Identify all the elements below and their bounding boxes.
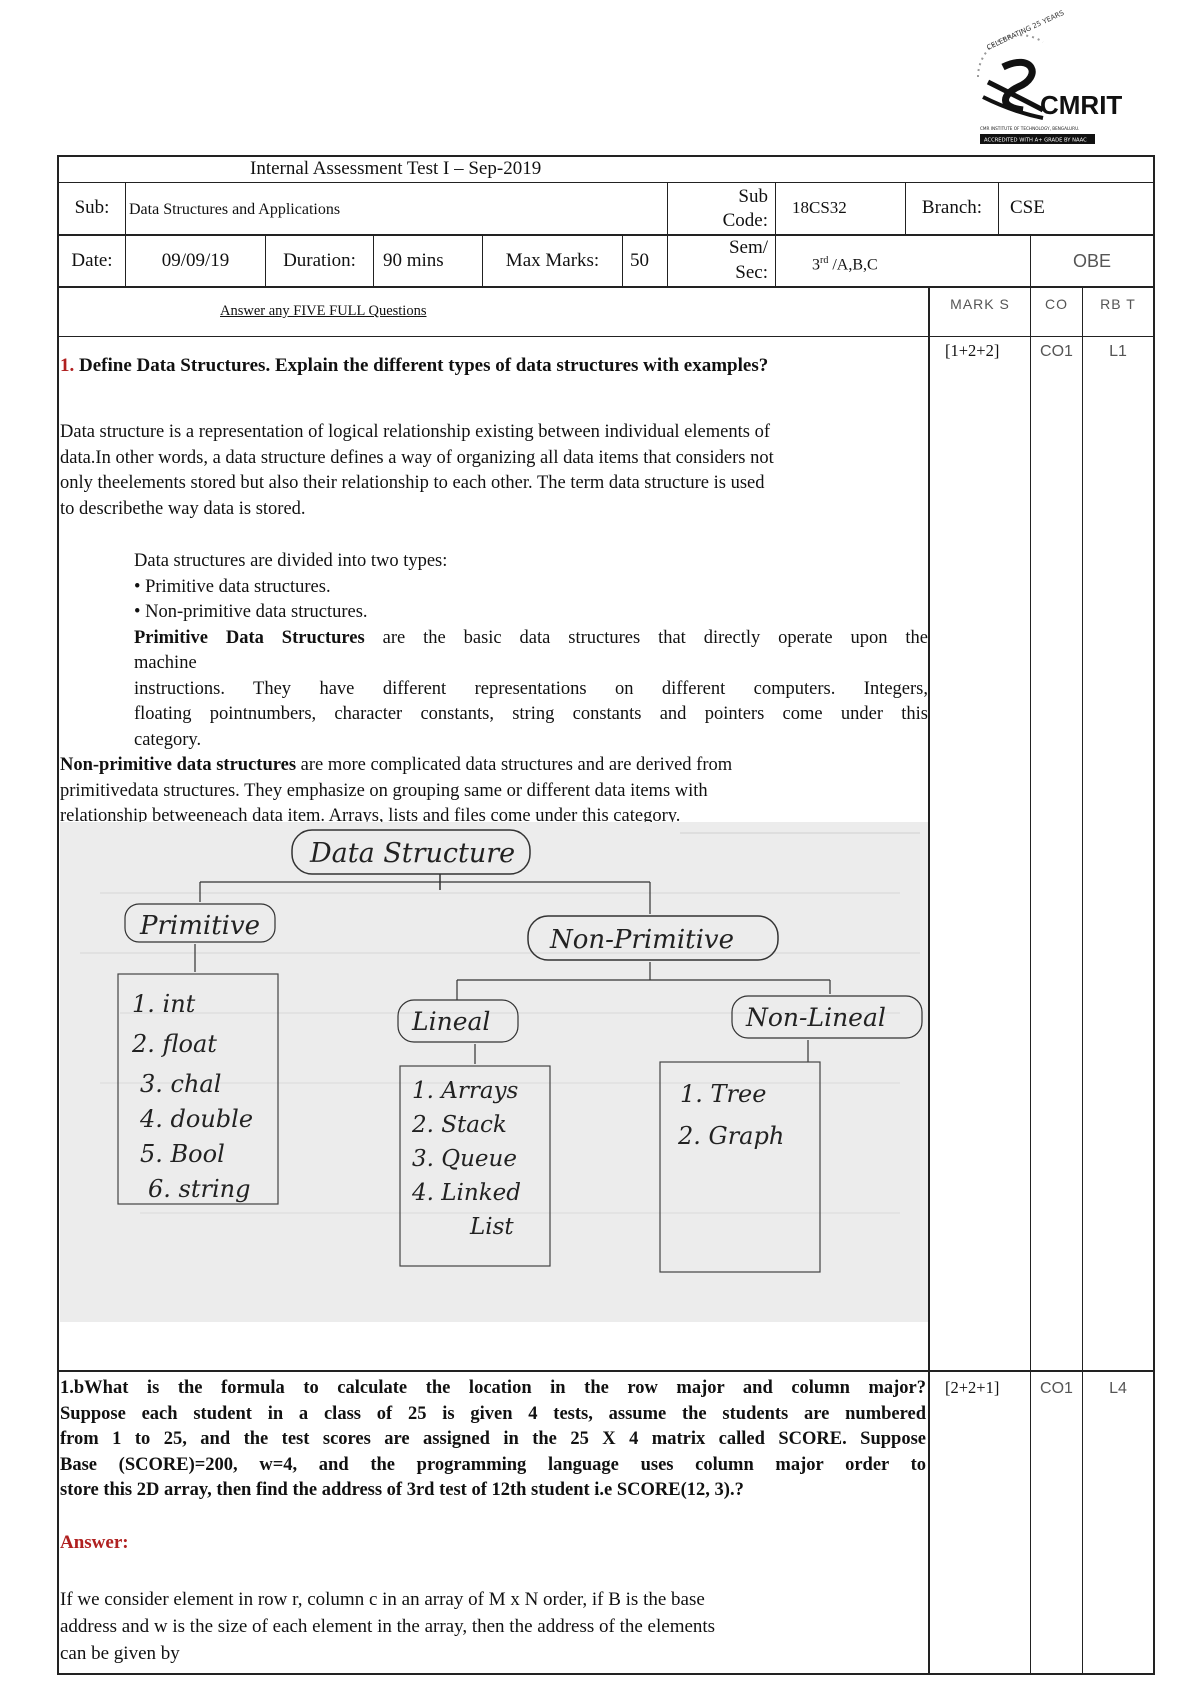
table-top-border: [57, 155, 1155, 157]
primitive-item: 5. Bool: [140, 1140, 225, 1168]
linear-item: 1. Arrays: [412, 1078, 519, 1104]
text-line: can be given by: [60, 1643, 180, 1664]
sub-code-label-2: Code:: [722, 210, 768, 231]
obe-label: OBE: [1072, 251, 1111, 271]
text-line: Data structure is a representation of logical relationship existing between individual elements of: [60, 422, 770, 442]
primitive-item: 1. int: [132, 990, 196, 1018]
sem-label-1: Sem/: [728, 237, 768, 258]
non-linear-item: 1. Tree: [680, 1080, 767, 1108]
q1-rbt: L1: [1109, 343, 1127, 360]
primitive-item: 4. double: [140, 1105, 254, 1133]
non-linear-list: [677, 1080, 784, 1150]
q1b-question: 1.bWhat is the formula to calculate the location in the row major and column major? Suppose each student in a class of 25 is given 4 tests, assume the students are numbered from 1 to 25, and the test scores are assigned in the 25 X 4 matrix called SCORE. Suppose Base (SCORE)=200, w=4, and the programming language uses column major order to store this 2D array, then find the address of 3rd test of 12th student i.e SCORE(12, 3).?: [60, 1378, 926, 1500]
table-right-border: [1153, 155, 1155, 1675]
instructions: Answer any FIVE FULL Questions: [220, 303, 427, 319]
q1-title: 1. Define Data Structures. Explain the different types of data structures with examples?: [60, 355, 769, 376]
linear-item: 3. Queue: [412, 1146, 517, 1172]
subject-name: Data Structures and Applications: [129, 201, 341, 218]
logo-arc-text: CELEBRATING 25 YEARS: [985, 8, 1066, 52]
sem-value: 3rd /A,B,C: [812, 255, 878, 274]
max-marks-label: Max Marks:: [505, 250, 600, 271]
co-col-header: CO: [1045, 296, 1068, 312]
diagram-linear: Lineal: [412, 1007, 491, 1036]
bullet-non-primitive: • Non-primitive data structures.: [134, 602, 368, 622]
text-line: only theelements stored but also their relationship to each other. The term data structure is used: [60, 473, 765, 493]
diagram-primitive: Primitive: [140, 911, 261, 941]
branch-value: CSE: [1010, 197, 1045, 218]
diagram-non-linear: Non-Lineal: [746, 1003, 886, 1032]
q1-co: CO1: [1040, 343, 1073, 360]
linear-list: [411, 1078, 521, 1240]
diagram-root: Data Structure: [310, 838, 516, 869]
sub-label: Sub:: [74, 197, 110, 218]
primitive-item: 2. float: [132, 1030, 217, 1058]
q1b-marks: [2+2+1]: [945, 1378, 1000, 1397]
linear-item: List: [470, 1214, 514, 1240]
marks-col-header: MARK S: [950, 296, 1010, 312]
diagram-non-primitive: Non-Primitive: [550, 925, 734, 955]
sem-label-2: Sec:: [735, 262, 768, 283]
q1b-answer: [60, 1586, 926, 1667]
text-line: to describethe way data is stored.: [60, 498, 306, 519]
duration-value: 90 mins: [383, 250, 444, 271]
q1-types: Data structures are divided into two types: • Primitive data structures. • Non-primitive data structures. Primitive Data Structures are the basic data structures that directly operate upon the machine instructions. They have different representations on different computers. Integers, floating pointnumbers, character constants, string constants and pointers come under this category.: [134, 551, 928, 750]
table-bottom-border: [57, 1673, 1155, 1675]
duration-label: Duration:: [283, 250, 356, 271]
types-intro: Data structures are divided into two types:: [134, 551, 448, 571]
date-label: Date:: [71, 250, 113, 271]
logo-name: CMRIT: [1040, 90, 1123, 120]
date-value: 09/09/19: [161, 250, 230, 271]
bullet-primitive: • Primitive data structures.: [134, 576, 331, 597]
sub-code: 18CS32: [792, 198, 847, 217]
cmrit-logo: [948, 8, 1123, 152]
primitive-list: [131, 990, 253, 1203]
test-title: Internal Assessment Test I – Sep-2019: [250, 158, 542, 179]
logo-subtitle: CMR INSTITUTE OF TECHNOLOGY, BENGALURU.: [980, 126, 1080, 131]
sub-code-label-1: Sub: [738, 186, 768, 207]
primitive-description: Primitive Data Structures are the basic data structures that directly operate upon the: [134, 627, 928, 648]
text-line: address and w is the size of each element in the array, then the address of the elements: [60, 1616, 716, 1637]
q1b-co: CO1: [1040, 1380, 1073, 1397]
primitive-item: 6. string: [148, 1175, 251, 1203]
non-primitive-description: Non-primitive data structures are more complicated data structures and are derived from primitivedata structures. They emphasize on grouping same or different data items with relationship betweeneach data item. Arrays, lists and files come under this category.: [60, 755, 733, 826]
primitive-item: 3. chal: [140, 1070, 222, 1098]
q1-definition: [60, 420, 926, 522]
text-line: data.In other words, a data structure defines a way of organizing all data items that considers not: [60, 447, 774, 468]
q1-marks: [1+2+2]: [945, 341, 1000, 360]
data-structure-diagram: [60, 822, 928, 1322]
max-marks-value: 50: [630, 250, 649, 271]
logo-accreditation: ACCREDITED WITH A+ GRADE BY NAAC: [984, 137, 1087, 144]
answer-label: Answer:: [60, 1532, 129, 1553]
non-linear-item: 2. Graph: [678, 1122, 785, 1150]
linear-item: 4. Linked: [412, 1180, 521, 1206]
table-left-border: [57, 155, 59, 1675]
linear-item: 2. Stack: [412, 1112, 507, 1138]
rbt-col-header: RB T: [1100, 296, 1136, 312]
text-line: If we consider element in row r, column c in an array of M x N order, if B is the base: [60, 1589, 705, 1610]
branch-label: Branch:: [921, 197, 983, 218]
q1b-rbt: L4: [1109, 1380, 1127, 1397]
